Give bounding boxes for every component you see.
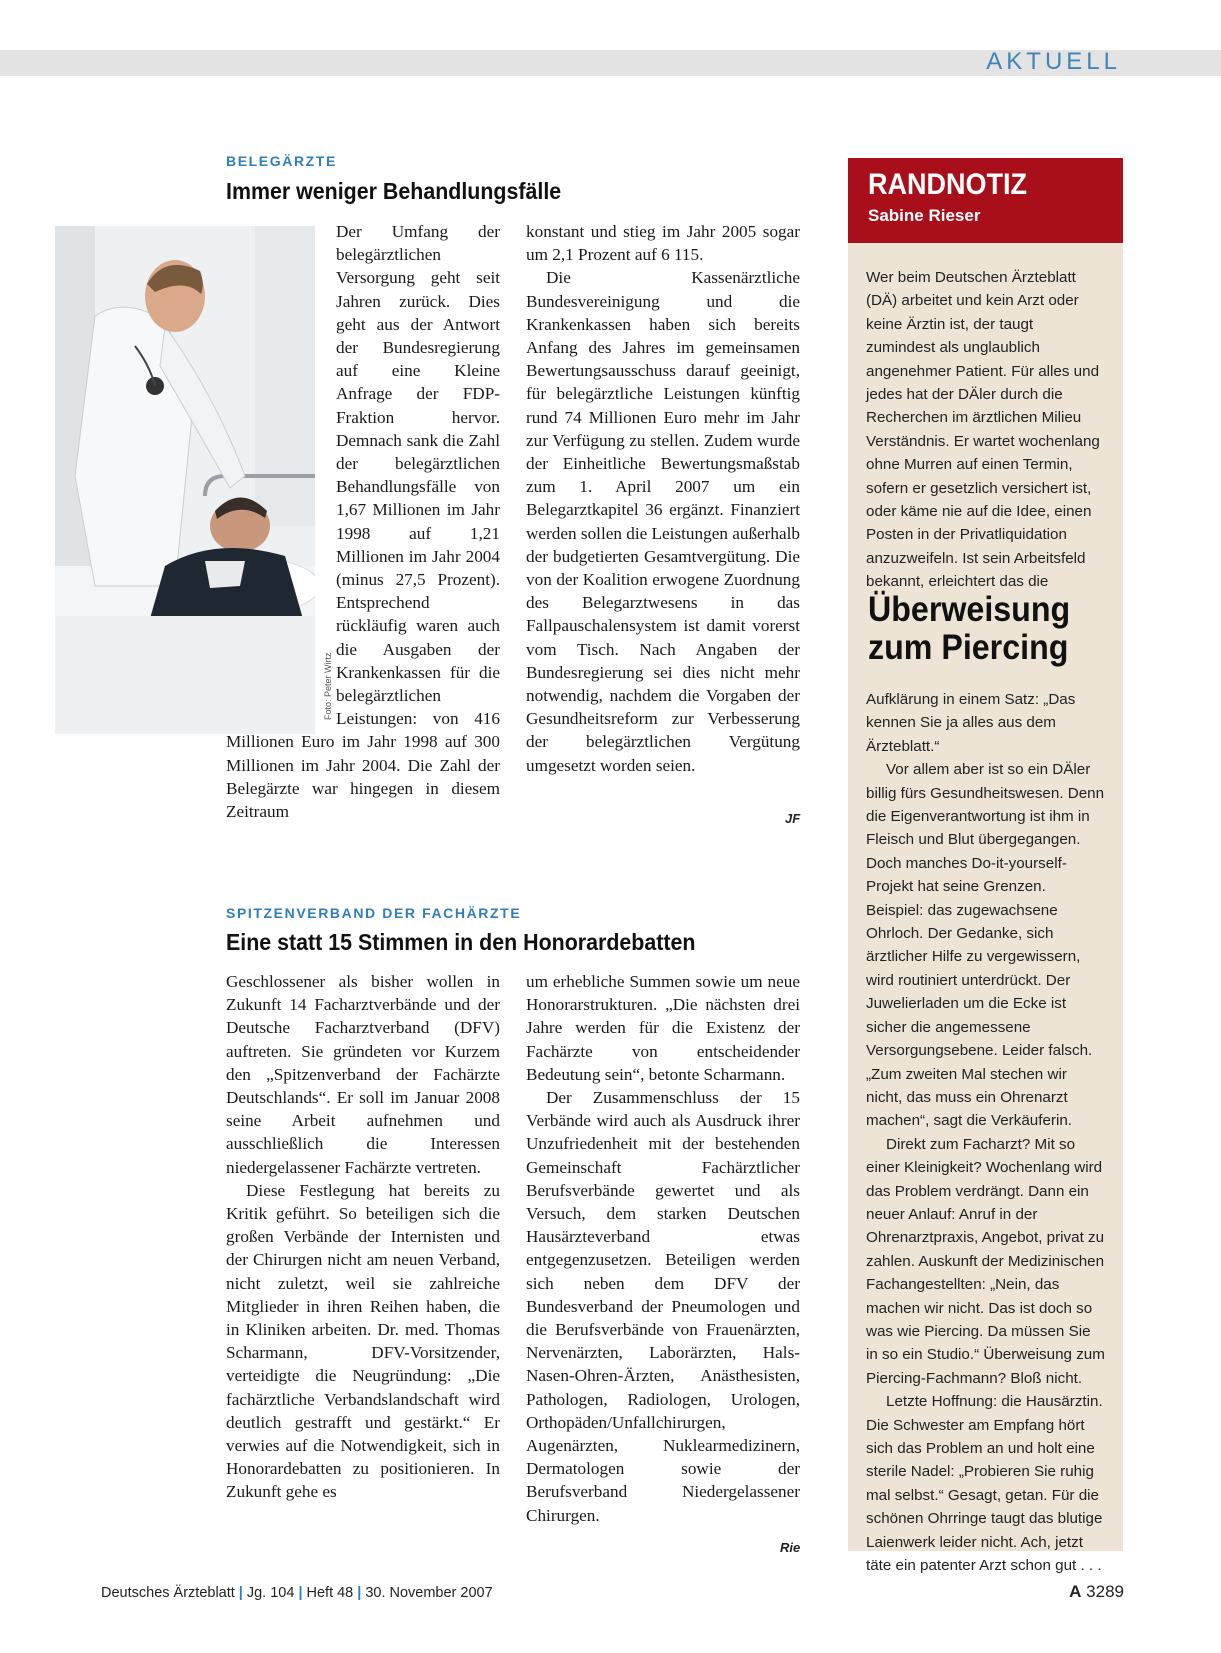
footer-separator: | bbox=[238, 1585, 243, 1601]
sidebar-header bbox=[848, 158, 1123, 243]
article2-column-1 bbox=[226, 970, 500, 1560]
footer-journal: Deutsches Ärzteblatt bbox=[101, 1585, 235, 1601]
article2-paragraph: Diese Festlegung hat bereits zu Kritik geführt. So beteiligen sich die großen Verbände der Internisten und der Chirurgen nicht am neuen Verband, nicht zuletzt, weil sie zahlreiche Mitglieder in ihren Reihen haben, die in Kliniken arbeiten. Dr. med. Thomas Scharmann, DFV-Vorsitzender, verteidigte die Neugründung: „Die fachärztliche Verbandslandschaft wird deutlich gestrafft und gestärkt.“ Er verwies auf die Notwendigkeit, sich in Honorardebatten zu positionieren. In Zukunft gehe es bbox=[226, 1180, 500, 1502]
photo-credit: Foto: Peter Wirtz bbox=[323, 652, 333, 720]
article1-headline: Immer weniger Behandlungsfälle bbox=[226, 178, 562, 204]
sidebar-paragraph: Vor allem aber ist so ein DÄler billig fürs Gesundheitswesen. Denn die Eigenverantwortung ist ihm in Fleisch und Blut übergegangen. Doch manches Do-it-yourself-Projekt hat seine Grenzen. Beispiel: das zugewachsene Ohrloch. Der Gedanke, sich ärztlicher Hilfe zu vergewissern, wird routiniert unterdrückt. Der Juwelierladen um die Ecke ist sicher die angemessene Versorgungsebene. Leider falsch. „Zum zweiten Mal stechen wir nicht, das muss ein Ohrenarzt machen“, sagt die Verkäuferin. bbox=[866, 761, 1105, 1130]
sidebar-paragraph: Aufklärung in einem Satz: „Das kennen Sie ja alles aus dem Ärzteblatt.“ bbox=[866, 691, 1076, 755]
article2-kicker: SPITZENVERBAND DER FACHÄRZTE bbox=[226, 905, 522, 921]
sidebar-paragraph: Direkt zum Facharzt? Mit so einer Kleinigkeit? Wochenlang wird das Problem verdrängt. Dann ein neuer Anlauf: Anruf in der Ohrenarztpraxis, Angebot, privat zu zahlen. Auskunft der Medizinischen Fachangestellten: „Nein, das machen wir nicht. Das ist doch so was wie Piercing. Da müssen Sie in so ein Studio.“ Überweisung zum Piercing-Fachmann? Bloß nicht. bbox=[866, 1135, 1105, 1387]
footer-separator: | bbox=[298, 1585, 303, 1601]
article1-signature: JF bbox=[785, 811, 801, 826]
photo-wrap-space bbox=[226, 220, 336, 730]
article2-signature: Rie bbox=[780, 1540, 801, 1555]
sidebar-title: RANDNOTIZ bbox=[868, 168, 1027, 201]
article1-column-1 bbox=[226, 220, 500, 825]
sidebar-paragraph: Letzte Hoffnung: die Hausärztin. Die Schwester am Empfang hört sich das Problem an und holt eine sterile Nadel: „Probieren Sie ruhig mal selbst.“ Gesagt, getan. Für die schönen Ohrringe taugt das blutige Laienwerk leider nicht. Ach, jetzt täte ein patenter Arzt schon gut . . . bbox=[866, 1393, 1103, 1575]
sidebar-headline: Überweisung zum Piercing bbox=[868, 590, 1071, 667]
footer-volume: Jg. 104 bbox=[246, 1585, 295, 1601]
article1-paragraph: Die Kassenärztliche Bundesvereinigung und die Krankenkassen haben sich bereits Anfang des Jahres im gemeinsamen Bewertungsausschuss darauf geeinigt, für belegärztliche Leistungen künftig rund 74 Millionen Euro mehr im Jahr zur Verfügung zu stellen. Zudem wurde der Einheitliche Bewertungsmaßstab zum 1. April 2007 um ein Belegarztkapitel 36 ergänzt. Finanziert werden sollen die Leistungen außerhalb der budgetierten Gesamtvergütung. Die von der Koalition erwogene Zuordnung des Belegarztwesens in das Fallpauschalensystem ist damit vorerst vom Tisch. Nach Angaben der Bundesregierung sei dies nicht mehr notwendig, nachdem die Vorgaben der Gesundheitsreform zur Verbesserung der belegärztlichen Vergütung umgesetzt worden seien. bbox=[526, 268, 800, 775]
sidebar-paragraph: Wer beim Deutschen Ärzteblatt (DÄ) arbeitet und kein Arzt oder keine Ärztin ist, der taugt zumindest als unglaublich angenehmer Patient. Für alles und jedes hat der DÄler durch die Recherchen im ärztlichen Milieu Verständnis. Er wartet wochenlang ohne Murren auf einen Termin, sofern er gesetzlich versichert ist, oder käme nie auf die Idee, einen Posten in der Privatliquidation anzuzweifeln. Ist sein Arbeitsfeld bekannt, erleichtert das die bbox=[866, 269, 1100, 591]
page-number bbox=[1069, 1582, 1124, 1602]
article1-paragraph: Der Umfang der belegärztlichen Versorgung geht seit Jahren zurück. Dies geht aus der Antwort der Bundesregierung auf eine Kleine Anfrage der FDP-Fraktion hervor. Demnach sank die Zahl der belegärztlichen Behandlungsfälle von 1,67 Millionen im Jahr 1998 auf 1,21 Millionen im Jahr 2004 (minus 27,5 Prozent). Entsprechend rückläufig waren auch die Ausgaben der Krankenkassen für die belegärztlichen Leistungen: von 416 Millionen Euro im Jahr 1998 auf 300 Millionen im Jahr 2004. Die Zahl der Belegärzte war hingegen in diesem Zeitraum bbox=[226, 222, 500, 822]
page-number-value: 3289 bbox=[1086, 1582, 1124, 1601]
article2-paragraph: Der Zusammenschluss der 15 Verbände wird auch als Ausdruck ihrer Unzufriedenheit mit der bestehenden Gemeinschaft Fachärztlicher Berufsverbände gewertet und als Versuch, dem starken Deutschen Hausärzteverband etwas entgegenzusetzen. Beteiligen werden sich neben dem DFV der Bundesverband der Pneumologen und die Berufsverbände von Frauenärzten, Nervenärzten, Laborärzten, Hals-Nasen-Ohren-Ärzten, Anästhesisten, Pathologen, Radiologen, Urologen, Orthopäden/Unfallchirurgen, Augenärzten, Nuklearmedizinern, Dermatologen sowie der Berufsverband Niedergelassener Chirurgen. bbox=[526, 1088, 800, 1525]
article2-paragraph: Geschlossener als bisher wollen in Zukunft 14 Facharztverbände und der Deutsche Facharztverband (DFV) auftreten. Sie gründeten vor Kurzem den „Spitzenverband der Fachärzte Deutschlands“. Er soll im Januar 2008 seine Arbeit aufnehmen und ausschließlich die Interessen niedergelassener Fachärzte vertreten. bbox=[226, 972, 500, 1177]
section-label: AKTUELL bbox=[986, 48, 1121, 75]
randnotiz-sidebar bbox=[848, 158, 1123, 1575]
article2-headline: Eine statt 15 Stimmen in den Honorardebatten bbox=[226, 929, 696, 955]
footer-date: 30. November 2007 bbox=[365, 1585, 493, 1601]
sidebar-body bbox=[866, 688, 1106, 1577]
sidebar-author: Sabine Rieser bbox=[868, 206, 981, 225]
article1-kicker: BELEGÄRZTE bbox=[226, 153, 337, 169]
footer-separator: | bbox=[357, 1585, 362, 1601]
footer-citation bbox=[101, 1585, 493, 1601]
article2-column-2 bbox=[526, 970, 800, 1560]
footer-issue: Heft 48 bbox=[306, 1585, 354, 1601]
article2-paragraph: um erhebliche Summen sowie um neue Honorarstrukturen. „Die nächsten drei Jahre werden für die Existenz der Fachärzte von entscheidender Bedeutung sein“, betonte Scharmann. bbox=[526, 972, 800, 1084]
page-prefix: A bbox=[1069, 1582, 1082, 1601]
sidebar-intro bbox=[866, 266, 1106, 594]
article1-paragraph: konstant und stieg im Jahr 2005 sogar um 2,1 Prozent auf 6 115. bbox=[526, 222, 800, 265]
article1-column-2 bbox=[526, 220, 800, 825]
